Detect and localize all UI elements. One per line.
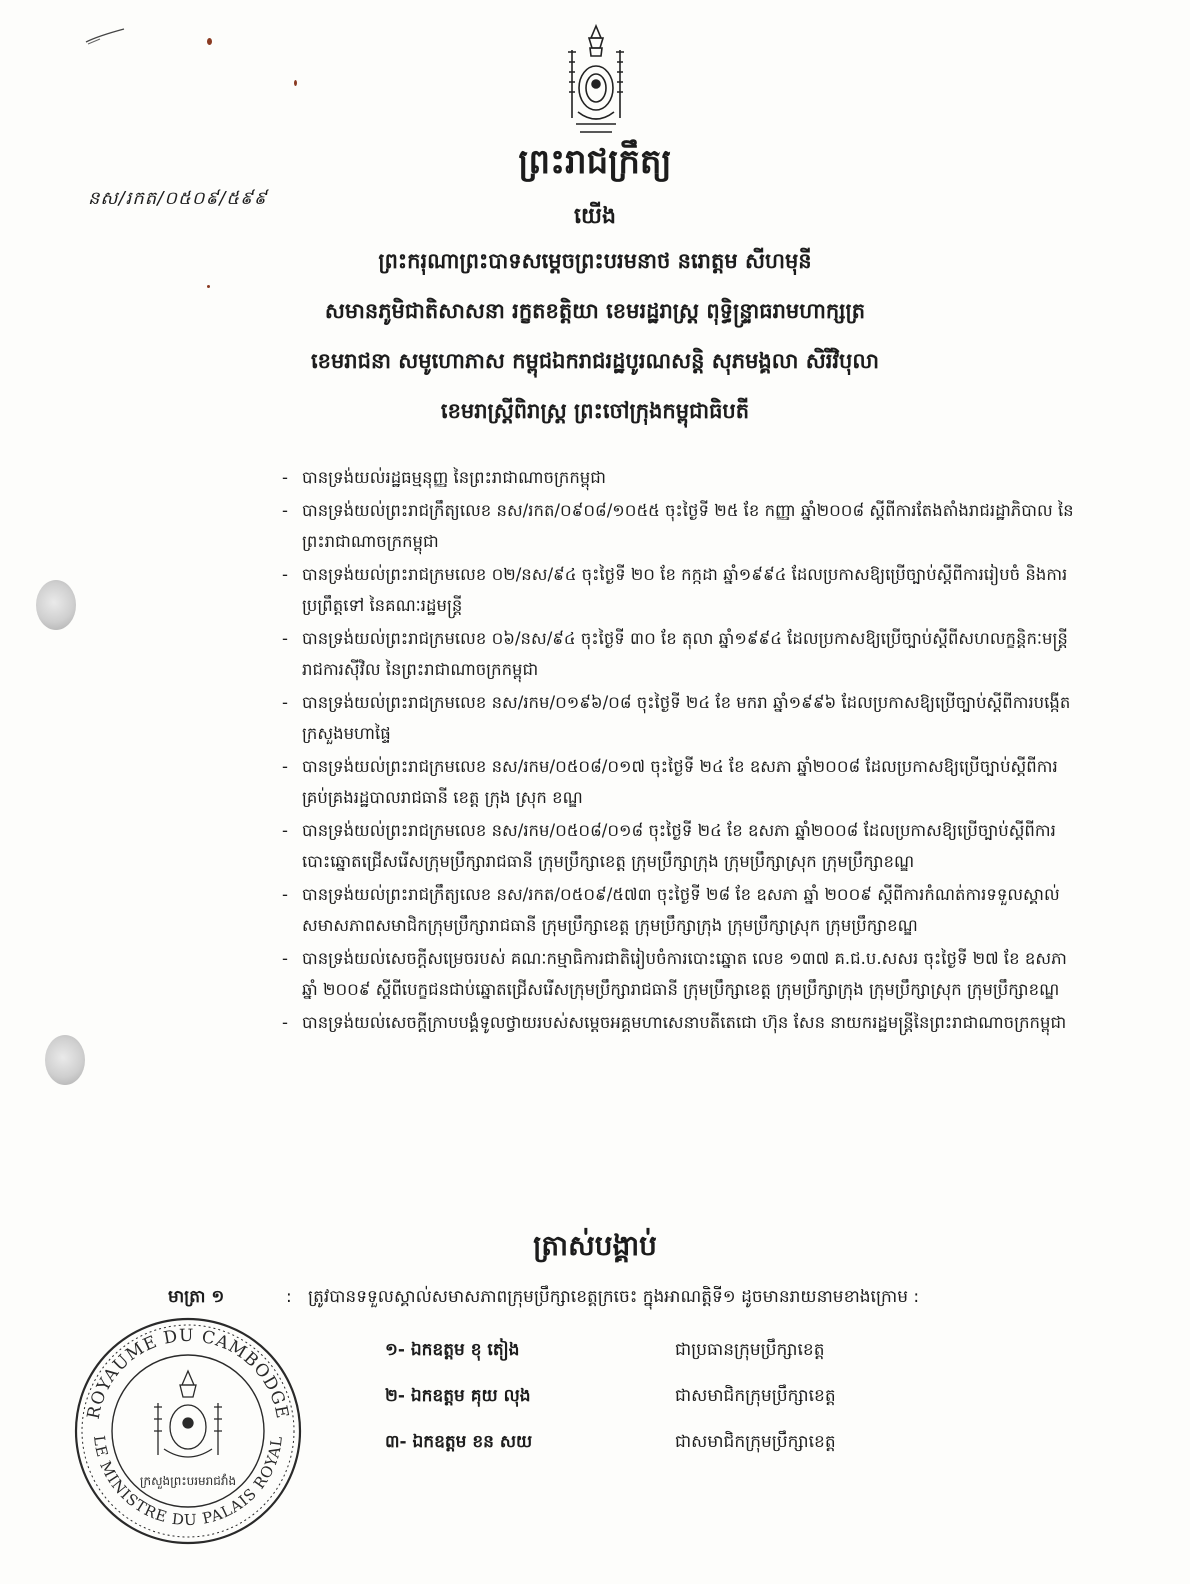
pen-mark xyxy=(84,26,128,46)
article-colon: : xyxy=(286,1287,292,1307)
article-label: មាត្រា ១ xyxy=(168,1287,225,1307)
recital-item: - បានទ្រង់យល់ព្រះរាជក្រមលេខ នស/រកម/០១៩៦/០៨ ចុះថ្ងៃទី ២៤ ខែ មករា ឆ្នាំ១៩៩៦ ដែលប្រកាសឱ្យប្រើច្បាប់ស្តីពីការបង្កើតក្រសួងមហាផ្ទៃ xyxy=(282,687,1082,749)
recital-item: - បានទ្រង់យល់ព្រះរាជក្រឹត្យលេខ នស/រកត/០៩០៨/១០៥៥ ចុះថ្ងៃទី ២៥ ខែ កញ្ញា ឆ្នាំ២០០៨ ស្តីពីការតែងតាំងរាជរដ្ឋាភិបាល នៃព្រះរាជាណាចក្រកម្ពុជា xyxy=(282,495,1082,557)
we-heading: យើង xyxy=(574,204,616,229)
royal-title-line: ខេមរាស្ត្រីពិរាស្ត្រ ព្រះចៅក្រុងកម្ពុជាធិបតី xyxy=(440,398,750,423)
royal-title-line: ព្រះករុណាព្រះបាទសម្តេចព្រះបរមនាថ នរោត្តម សីហមុនី xyxy=(378,248,812,273)
member-name: ១- ឯកឧត្តម ខុ តៀង xyxy=(385,1339,520,1360)
decree-title: ព្រះរាជក្រឹត្យ xyxy=(518,142,672,182)
paper-speck xyxy=(294,80,297,86)
member-role: ជាសមាជិកក្រុមប្រឹក្សាខេត្ត xyxy=(675,1431,836,1452)
royal-titles xyxy=(230,250,960,450)
recital-item: - បានទ្រង់យល់រដ្ឋធម្មនុញ្ញ នៃព្រះរាជាណាចក្រកម្ពុជា xyxy=(282,462,1082,493)
recital-item: - បានទ្រង់យល់ព្រះរាជក្រមលេខ នស/រកម/០៥០៨/០១៨ ចុះថ្ងៃទី ២៤ ខែ ឧសភា ឆ្នាំ២០០៨ ដែលប្រកាសឱ្យប្រើច្បាប់ស្តីពីការបោះឆ្នោតជ្រើសរើសក្រុមប្រឹក្សារាជធានី ក្រុមប្រឹក្សាខេត្ត ក្រុមប្រឹក្សាក្រុង ក្រុមប្រឹក្សាស្រុក ក្រុមប្រឹក្សាខណ្ឌ xyxy=(282,815,1082,877)
member-row xyxy=(385,1374,1005,1420)
royal-title-line: ខេមរាជនា សមូហោភាស កម្ពុជឯករាជរដ្ឋបូរណសន្តិ សុភមង្គលា សិរីវិបុលា xyxy=(310,348,880,373)
recital-item: - បានទ្រង់យល់ព្រះរាជក្រមលេខ ០២/នស/៩៤ ចុះថ្ងៃទី ២០ ខែ កក្កដា ឆ្នាំ១៩៩៤ ដែលប្រកាសឱ្យប្រើច្បាប់ស្តីពីការរៀបចំ និងការប្រព្រឹត្តទៅ នៃគណៈរដ្ឋមន្ត្រី xyxy=(282,559,1082,621)
seal-inner-text: ក្រសួងព្រះបរមរាជវាំង xyxy=(139,1474,237,1488)
seal-top-text: ROYAUME DU CAMBODGE xyxy=(83,1325,293,1421)
recital-item: - បានទ្រង់យល់សេចក្តីក្រាបបង្គំទូលថ្វាយរបស់សម្តេចអគ្គមហាសេនាបតីតេជោ ហ៊ុន សែន នាយករដ្ឋមន្ត្រីនៃព្រះរាជាណាចក្រកម្ពុជា xyxy=(282,1007,1082,1038)
royal-title-line: សមានភូមិជាតិសាសនា រក្ខតខត្តិយា ខេមរដ្ឋរាស្ត្រ ពុទ្ធិន្ទ្រាធរាមហាក្សត្រ xyxy=(324,298,866,323)
punch-hole xyxy=(45,1035,85,1085)
recital-item: - បានទ្រង់យល់ព្រះរាជក្រមលេខ ០៦/នស/៩៤ ចុះថ្ងៃទី ៣០ ខែ តុលា ឆ្នាំ១៩៩៤ ដែលប្រកាសឱ្យប្រើច្បាប់ស្តីពីសហលក្ខន្តិកៈមន្ត្រីរាជការស៊ីវិល នៃព្រះរាជាណាចក្រកម្ពុជា xyxy=(282,623,1082,685)
order-heading: ត្រាស់បង្គាប់ xyxy=(533,1229,657,1262)
royal-palace-seal xyxy=(72,1315,304,1547)
svg-text:ROYAUME DU CAMBODGE xyxy=(84,1326,293,1421)
recital-item: - បានទ្រង់យល់សេចក្តីសម្រេចរបស់ គណៈកម្មាធិការជាតិរៀបចំការបោះឆ្នោត លេខ ១៣៧ គ.ជ.ប.សសរ ចុះថ្ងៃទី ២៧ ខែ ឧសភា ឆ្នាំ ២០០៩ ស្តីពីបេក្ខជនជាប់ឆ្នោតជ្រើសរើសក្រុមប្រឹក្សារាជធានី ក្រុមប្រឹក្សាខេត្ត ក្រុមប្រឹក្សាក្រុង ក្រុមប្រឹក្សាស្រុក ក្រុមប្រឹក្សាខណ្ឌ xyxy=(282,943,1082,1005)
royal-arms-emblem xyxy=(560,22,632,140)
member-name: ២- ឯកឧត្តម គុយ លុង xyxy=(385,1385,531,1406)
recitals-list xyxy=(282,462,1082,1040)
member-row xyxy=(385,1420,1005,1466)
member-row xyxy=(385,1328,1005,1374)
member-list xyxy=(385,1328,1005,1466)
member-role: ជាប្រធានក្រុមប្រឹក្សាខេត្ត xyxy=(675,1339,825,1360)
paper-speck xyxy=(207,38,212,45)
member-role: ជាសមាជិកក្រុមប្រឹក្សាខេត្ត xyxy=(675,1385,836,1406)
recital-item: - បានទ្រង់យល់ព្រះរាជក្រឹត្យលេខ នស/រកត/០៥០៩/៥៧៣ ចុះថ្ងៃទី ២៨ ខែ ឧសភា ឆ្នាំ ២០០៩ ស្តីពីការកំណត់ការទទួលស្គាល់សមាសភាពសមាជិកក្រុមប្រឹក្សារាជធានី ក្រុមប្រឹក្សាខេត្ត ក្រុមប្រឹក្សាក្រុង ក្រុមប្រឹក្សាស្រុក ក្រុមប្រឹក្សាខណ្ឌ xyxy=(282,879,1082,941)
member-name: ៣- ឯកឧត្តម ខន សយ xyxy=(385,1431,533,1452)
paper-speck xyxy=(207,285,210,288)
recital-item: - បានទ្រង់យល់ព្រះរាជក្រមលេខ នស/រកម/០៥០៨/០១៧ ចុះថ្ងៃទី ២៤ ខែ ឧសភា ឆ្នាំ២០០៨ ដែលប្រកាសឱ្យប្រើច្បាប់ស្តីពីការគ្រប់គ្រងរដ្ឋបាលរាជធានី ខេត្ត ក្រុង ស្រុក ខណ្ឌ xyxy=(282,751,1082,813)
seal-bottom-text: LE MINISTRE DU PALAIS ROYAL xyxy=(90,1434,286,1530)
punch-hole xyxy=(36,580,76,630)
article-1 xyxy=(168,1286,1068,1311)
reference-number: នស/រកត/០៥០៩/៥៩៩ xyxy=(88,188,268,209)
article-text: ត្រូវបានទទួលស្គាល់សមាសភាពក្រុមប្រឹក្សាខេត្តក្រចេះ ក្នុងអាណត្តិទី១ ដូចមានរាយនាមខាងក្រោម : xyxy=(308,1287,920,1307)
